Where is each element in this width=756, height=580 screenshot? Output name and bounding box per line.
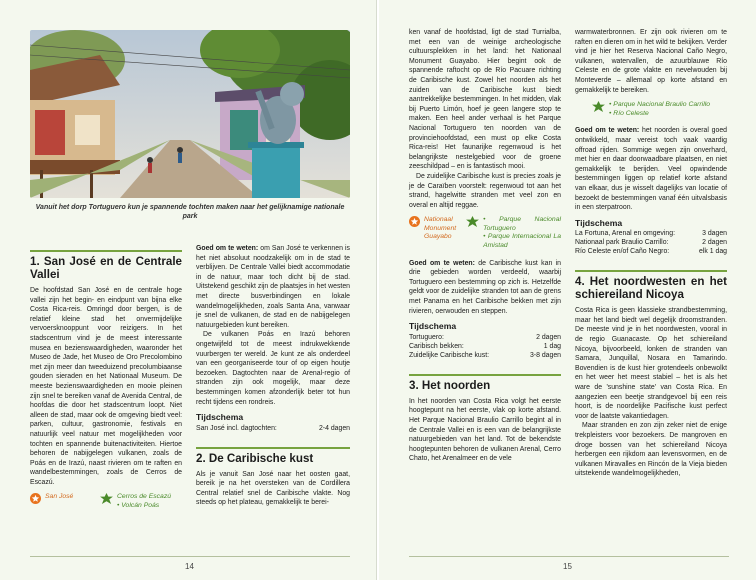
column-3 — [409, 28, 561, 464]
green-leaf-icon — [466, 216, 479, 227]
section-3-tijd-row-3: Río Celeste en/of Caño Negro: elk 1 dag — [575, 248, 727, 256]
section-1-tijd-row: San José incl. dagtochten: 2-4 dagen — [196, 424, 350, 432]
section-3-body-start: In het noorden van Costa Rica volgt het eerste hoogtepunt na het eerste, vlak op korte afstand. Het Parque Nacional Braulio Carrillo begint al in de Centrale Vallei en is een van de belangrijkste natuurgebieden van het land. Tot de bekendste hoogtepunten behoren de vulkanen Arenal, Cerro Chato, het Arenalmeer en de vele — [409, 397, 561, 463]
section-2-legend — [409, 216, 561, 250]
section-4-heading: 4. Het noordwesten en het schiereiland Nicoya — [575, 275, 727, 302]
footer-rule-left — [30, 556, 350, 557]
section-3-tijd-row-2: Nationaal park Braulio Carrillo: 2 dagen — [575, 239, 727, 247]
section-2-body-start: Als je vanuit San José naar het oosten gaat, bereik je na het oversteken van de Cordillera Central relatief snel de Caribische vlakte. Nog steeds op het plateau, gemakkelijk te berei- — [196, 470, 350, 507]
green-leaf-icon — [592, 101, 605, 112]
section-3-body: warmwaterbronnen. Er zijn ook rivieren om te raften en dieren om in het wild te bekijken. Verder vind je hier het Reserva Nacional Caño Negro, vulkanen, watervallen, de azuurblauwe Río Celeste en de grote vlakte en nevelwouden bij Monteverde – allemaal op korte afstand en gemakkelijk te bereiken. — [575, 29, 727, 94]
left-page — [0, 0, 377, 580]
column-2 — [196, 244, 350, 508]
section-3-tijd-row-1: La Fortuna, Arenal en omgeving: 3 dagen — [575, 230, 727, 238]
section-3-heading-box — [409, 374, 561, 392]
section-1-weten: Goed om te weten: om San José te verkennen is het niet absoluut noodzakelijk om in de stad te verblijven. De Centrale Vallei biedt accommodatie in de natuur, maar toch dicht bij de stad. Uitstekend geschikt zijn de plaatsjes in het westen met directe busverbindingen en lokale wandelmogelijkheden, zoals Santa Ana, vanwaar je snel de vulkanen, de stad en de nabijgelegen natuurgebieden kunt bereiken. — [196, 245, 351, 329]
photo-caption: Vanuit het dorp Tortuguero kun je spannende tochten maken naar het gelijknamige nationale park — [35, 204, 345, 220]
section-1-heading: 1. San José en de Centrale Vallei — [30, 255, 182, 281]
section-1-body: De hoofdstad San José en de centrale hoge vallei zijn het begin- en eindpunt van bijna elke Costa Rica-reis. Omringd door bergen, is de relatief kleine stad het onvermijdelijke vervoersknooppunt voor reizigers. In het stadscentrum vind je de meest interessante musea en bezienswaardigheden, waaronder het Museo de Jade, het Museo de Oro Precolombino met zijn meer dan tweeduizend precolumbiaanse gouden sieraden en het Nationaal Museum. De meeste bezienswaardigheden en mooie pleinen zijn snel te bereiken vanaf de Avenida Central, de hoofdas die door het stadscentrum loopt. Niet alleen de stad, maar ook de omgeving biedt veel: parken, cultuur, gastronomie, festivals en natuurlijk veel natuur met mogelijkheden voor tochten en spannende buitenactiviteiten. Hiertoe behoren de nabijgelegen vulkanen, zoals de Poás en de Irazú, naast rivieren om te raften en wandelbestemmingen, zoals de Cerros de Escazú. — [30, 287, 182, 486]
legend-rio-celeste: • Río Celeste — [609, 109, 649, 117]
page-number-right: 15 — [563, 562, 572, 571]
legend-tortuguero: • Parque Nacional Tortuguero — [483, 216, 561, 232]
section-2-weten: Goed om te weten: de Caribische kust kan in drie gebieden worden verdeeld, waarbij Tortuguero een bestemming op zich is. Hetzelfde geldt voor de zuidelijke stranden tot aan de grens met Panama en het Caribische bekken met zijn rivieren, oerwouden en steppen. — [409, 259, 561, 315]
section-1-weten-2: De vulkanen Poás en Irazú behoren ongetwijfeld tot de meest indrukwekkende vuurbergen ter wereld. Je kunt ze als onderdeel van een georganiseerde tour of op eigen houtje bezoeken. Dagtochten naar de Arenal-regio of stranden zijn ook mogelijk, maar deze bestemmingen komen afzonderlijk beter tot hun recht tijdens een rondreis. — [196, 331, 350, 406]
section-3-weten: Goed om te weten: het noorden is overal goed ontwikkeld, maar vereist toch vaak vaardig offroad rijden. Sommige wegen zijn onverhard, met hier en daar doorwaadbare plaatsen, en niet gemakkelijk te berijden. Veel opwindende bestemmingen liggen op relatief korte afstand van elkaar, dus je wisselt dagelijks van locatie of bezoekt de bestemmingen vanaf één uitvalsbasis in een sterpatroon. — [575, 127, 728, 212]
section-1-legend — [30, 493, 182, 510]
street-scene-image — [30, 30, 350, 198]
section-2-heading-box — [196, 447, 350, 465]
section-2-tijdschema-title: Tijdschema — [409, 321, 457, 332]
legend-san-jose: San José — [45, 493, 74, 501]
orange-star-icon — [409, 216, 420, 227]
column-1 — [30, 250, 182, 511]
section-2-body-2: De zuidelijke Caribische kust is precies zoals je je de Caraïben voorstelt: regenwoud tot aan het strand, hagelwitte stranden met veel zon en overal en altijd reggae. — [409, 172, 561, 209]
section-4-body: Costa Rica is geen klassieke strandbestemming, maar het land biedt wel degelijk droomstranden. De meeste vind je in het noordwesten, vooral in de regio Guanacaste. Op het schiereiland Nicoya, bijvoorbeeld, lonken de stranden van Samara, Junquillal, Nosara en Tamarindo. Bovendien is de kust hier grotendeels onbewolkt en het weer het meest stabiel – het is als het ware de 'sunshine state' van Costa Rica. En aangezien een beetje strandgevoel bij een reis hoort, is de noordelijke Pacifische kust perfect voor de laatste vakantiedagen. — [575, 307, 727, 420]
tortuguero-photo — [30, 30, 350, 198]
orange-star-icon — [30, 493, 41, 504]
legend-cerros: Cerros de Escazú — [117, 493, 172, 501]
right-page — [379, 0, 756, 580]
section-4-heading-box — [575, 270, 727, 301]
legend-la-amistad: • Parque Internacional La Amistad — [483, 233, 561, 250]
footer-rule-right — [409, 556, 729, 557]
column-4 — [575, 28, 727, 479]
section-3-legend — [575, 101, 727, 118]
section-3-tijdschema-title: Tijdschema — [575, 217, 623, 228]
page-number-left: 14 — [185, 562, 194, 571]
section-4-body-2: Maar stranden en zon zijn zeker niet de enige trekpleisters voor bezoekers. De mangroven en droge bossen van het schiereiland Nicoya herbergen een rijkdom aan levensvormen, en de vulkanen Miravalles en Rincón de la Vieja bieden uitstekende wandelmogelijkheden, — [575, 422, 727, 478]
legend-poas: • Volcán Poás — [117, 502, 160, 510]
section-3-heading: 3. Het noorden — [409, 378, 491, 392]
section-2-body: ken vanaf de hoofdstad, ligt de stad Turrialba, met een van de weinige archeologische cultuursplekken in het land: het Nationaal Monument Guayabo. Hier begint ook de spannende raftocht op de Río Pacuare richting de Caribische kust. Zowel het noorden als het zuiden van de Caribische kust biedt aantrekkelijke bestemmingen. In het midden, vlak bij Puerto Limón, hoef je geen langere stop te maken. Een heel ander verhaal is het Parque Nacional Tortuguero ten noorden van de provinciehoofdstad, een must op elke Costa Rica-reis! Het faunarijke regenwoud is het belangrijkste nestelgebied voor de groene zeeschildpad – en is fantastisch mooi. — [409, 29, 561, 171]
section-2-heading: 2. De Caribische kust — [196, 451, 314, 465]
section-2-tijd-row-1: Tortuguero: 2 dagen — [409, 333, 561, 341]
green-leaf-icon — [100, 493, 113, 504]
legend-braulio-carrillo: • Parque Nacional Braulio Carrillo — [609, 101, 710, 109]
section-2-tijd-row-2: Caribisch bekken: 1 dag — [409, 342, 561, 350]
section-2-tijd-row-3: Zuidelijke Caribische kust: 3-8 dagen — [409, 351, 561, 359]
section-1-heading-box — [30, 250, 182, 281]
legend-guayabo: Nationaal Monument Guayabo — [424, 216, 457, 241]
section-1-tijdschema-title: Tijdschema — [196, 412, 244, 423]
